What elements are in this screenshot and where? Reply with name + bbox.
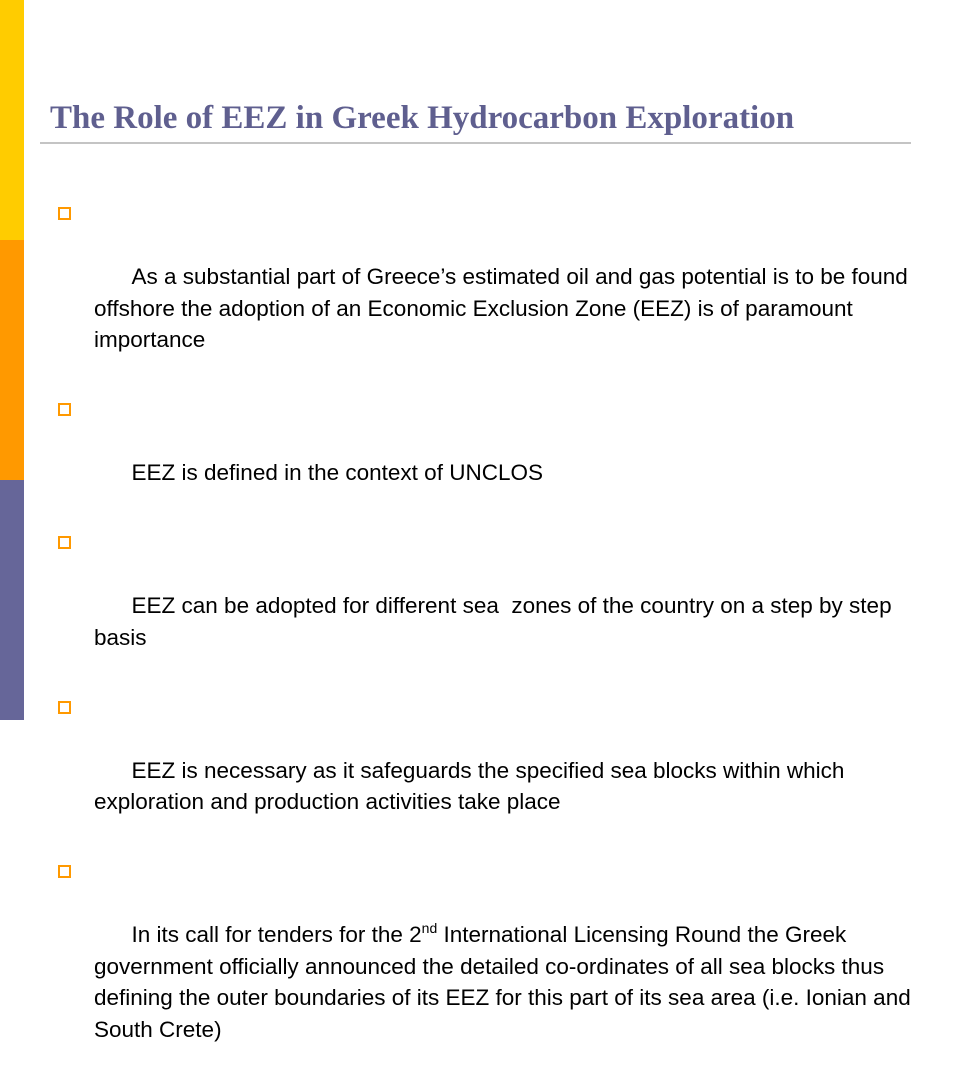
bullet-list — [58, 198, 921, 1084]
bullet-text-part: International Licensing Round the Greek government officially announced the detailed co-ordinates of all sea blocks thus defining the outer boundaries of its EEZ for this part of its sea area (i.e. Ionian and South Crete) — [94, 922, 917, 1042]
hollow-square-icon — [58, 701, 71, 714]
bullet-item — [58, 856, 918, 1077]
bullet-item — [58, 692, 918, 850]
ordinal-superscript: nd — [421, 919, 438, 936]
side-bar-orange-segment — [0, 240, 24, 480]
hollow-square-icon — [58, 865, 71, 878]
bullet-item — [58, 198, 921, 387]
bullet-text-part: In its call for tenders for the 2 — [131, 922, 422, 947]
hollow-square-icon — [58, 403, 71, 416]
side-bar-purple-segment — [0, 480, 24, 720]
title-divider — [40, 142, 911, 144]
bullet-text: EEZ is defined in the context of UNCLOS — [131, 460, 543, 485]
side-color-bar — [0, 0, 24, 720]
bullet-item — [58, 394, 918, 520]
slide-title: The Role of EEZ in Greek Hydrocarbon Exploration — [50, 100, 795, 136]
bullet-text: EEZ is necessary as it safeguards the specified sea blocks within which exploration and production activities take place — [94, 757, 851, 814]
hollow-square-icon — [58, 207, 71, 220]
bullet-text — [94, 919, 917, 1042]
bullet-text: EEZ can be adopted for different sea zones of the country on a step by step basis — [94, 593, 898, 650]
hollow-square-icon — [58, 536, 71, 549]
bullet-item — [58, 527, 918, 685]
bullet-text: As a substantial part of Greece’s estimated oil and gas potential is to be found offshore the adoption of an Economic Exclusion Zone (EEZ) is of paramount importance — [94, 264, 921, 352]
side-bar-yellow-segment — [0, 0, 24, 240]
